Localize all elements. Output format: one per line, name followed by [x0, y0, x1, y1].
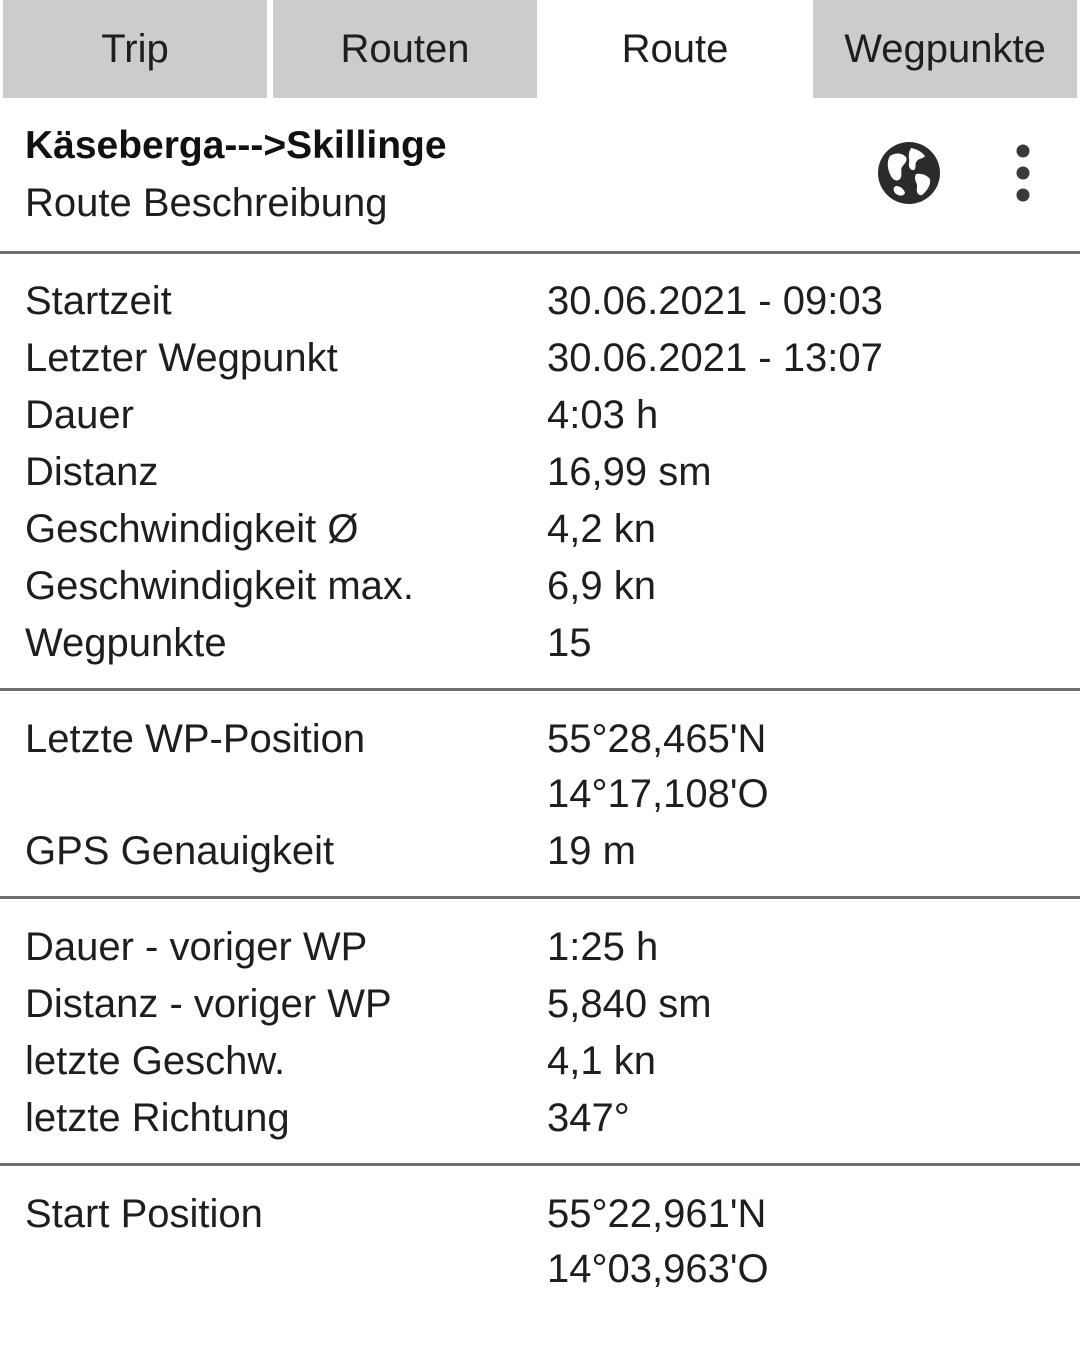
distanz-value: 16,99 sm [547, 450, 712, 494]
divider [0, 688, 1080, 691]
geschwindigkeit-max-value: 6,9 kn [547, 564, 656, 608]
row-start-position [0, 1192, 1080, 1249]
letzte-richtung-label: letzte Richtung [25, 1096, 290, 1140]
row-geschwindigkeit-avg [0, 507, 1080, 564]
tab-wegpunkte[interactable]: Wegpunkte [813, 0, 1077, 98]
letzte-wp-position-lon: 14°17,108'O [547, 772, 769, 816]
letzte-geschw-value: 4,1 kn [547, 1039, 656, 1083]
row-geschwindigkeit-max [0, 564, 1080, 621]
row-startzeit [0, 279, 1080, 336]
route-description: Route Beschreibung [25, 181, 388, 225]
row-letzte-wp-position [0, 717, 1080, 774]
geschwindigkeit-avg-value: 4,2 kn [547, 507, 656, 551]
tab-bar [0, 0, 1080, 98]
dauer-voriger-wp-label: Dauer - voriger WP [25, 925, 368, 969]
dauer-value: 4:03 h [547, 393, 659, 437]
letzte-wp-position-lat: 55°28,465'N [547, 717, 767, 761]
distanz-voriger-wp-label: Distanz - voriger WP [25, 982, 392, 1026]
row-dauer-voriger-wp [0, 925, 1080, 982]
start-position-lon: 14°03,963'O [547, 1247, 769, 1291]
tab-trip[interactable]: Trip [3, 0, 267, 98]
start-position-label: Start Position [25, 1192, 263, 1236]
letzter-wegpunkt-label: Letzter Wegpunkt [25, 336, 338, 380]
route-title: Käseberga--->Skillinge [25, 124, 447, 167]
row-distanz-voriger-wp [0, 982, 1080, 1039]
tab-routen[interactable]: Routen [273, 0, 537, 98]
letzter-wegpunkt-value: 30.06.2021 - 13:07 [547, 336, 883, 380]
divider [0, 1163, 1080, 1166]
dauer-voriger-wp-value: 1:25 h [547, 925, 659, 969]
row-distanz [0, 450, 1080, 507]
startzeit-label: Startzeit [25, 279, 172, 323]
more-vert-icon[interactable] [1000, 140, 1046, 206]
row-letzte-richtung [0, 1096, 1080, 1153]
route-header [0, 98, 1080, 252]
row-wegpunkte [0, 621, 1080, 678]
gps-genauigkeit-label: GPS Genauigkeit [25, 829, 335, 873]
tab-route[interactable]: Route [543, 0, 807, 98]
row-letzter-wegpunkt [0, 336, 1080, 393]
row-start-position-lon [0, 1247, 1080, 1304]
start-position-lat: 55°22,961'N [547, 1192, 767, 1236]
row-letzte-wp-position-lon [0, 772, 1080, 829]
letzte-wp-position-label: Letzte WP-Position [25, 717, 366, 761]
globe-icon[interactable] [876, 140, 942, 206]
letzte-geschw-label: letzte Geschw. [25, 1039, 286, 1083]
row-dauer [0, 393, 1080, 450]
row-letzte-geschw [0, 1039, 1080, 1096]
divider [0, 251, 1080, 254]
geschwindigkeit-max-label: Geschwindigkeit max. [25, 564, 415, 608]
divider [0, 896, 1080, 899]
geschwindigkeit-avg-label: Geschwindigkeit Ø [25, 507, 359, 551]
gps-genauigkeit-value: 19 m [547, 829, 636, 873]
wegpunkte-value: 15 [547, 621, 592, 665]
startzeit-value: 30.06.2021 - 09:03 [547, 279, 883, 323]
distanz-label: Distanz [25, 450, 159, 494]
distanz-voriger-wp-value: 5,840 sm [547, 982, 712, 1026]
letzte-richtung-value: 347° [547, 1096, 630, 1140]
wegpunkte-label: Wegpunkte [25, 621, 227, 665]
row-gps-genauigkeit [0, 829, 1080, 886]
dauer-label: Dauer [25, 393, 134, 437]
